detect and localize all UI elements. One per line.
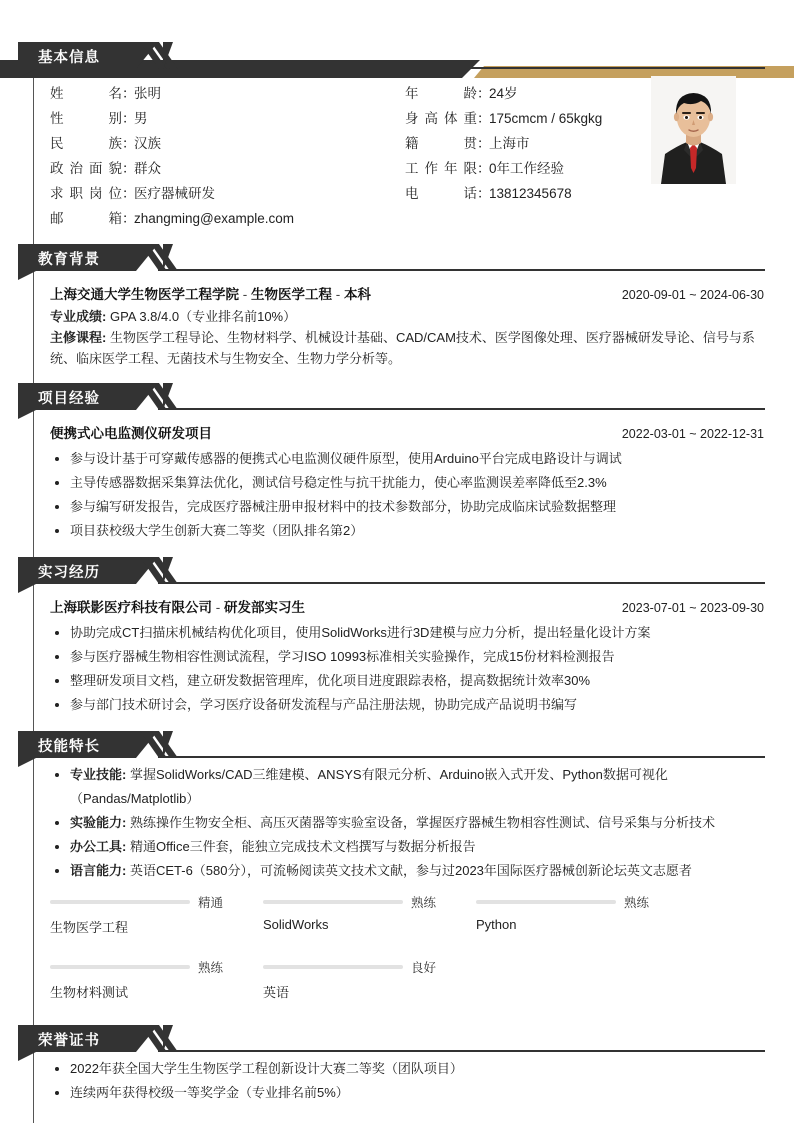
info-colon: ： (122, 211, 136, 226)
project-entry-header (50, 415, 764, 445)
info-label: 姓名 (50, 86, 122, 101)
section-rule (158, 756, 765, 758)
info-label: 民族 (50, 136, 122, 151)
info-value-ethnicity: 汉族 (134, 136, 161, 151)
info-label: 邮箱 (50, 211, 122, 226)
skill-level-label: 熟练 (411, 896, 437, 910)
list-item: 参与医疗器械生物相容性测试流程，学习ISO 10993标准相关实验操作，完成15份材料检测报告 (50, 645, 764, 669)
skill-bar-item (476, 893, 689, 936)
info-row (50, 82, 405, 107)
list-item: 参与部门技术研讨会，学习医疗设备研发流程与产品注册法规，协助完成产品说明书编写 (50, 693, 764, 717)
info-colon: ： (122, 161, 136, 176)
section-title-internship: 实习经历 (38, 565, 100, 581)
section-rule (158, 582, 765, 584)
info-row (50, 182, 405, 207)
section-rule (158, 1050, 765, 1052)
section-rule (158, 269, 765, 271)
section-body-education (0, 276, 794, 369)
separator: - (332, 287, 344, 302)
section-header-honors (18, 1025, 794, 1055)
info-row (50, 107, 405, 132)
info-label: 电话 (405, 186, 477, 201)
education-courses-line (50, 327, 764, 369)
info-colon: ： (477, 86, 491, 101)
info-label: 年龄 (405, 86, 477, 101)
section-header-project (18, 383, 794, 413)
info-value-gender: 男 (134, 111, 148, 126)
list-item: 参与设计基于可穿戴传感器的便携式心电监测仪硬件原型，使用Arduino平台完成电路设计与调试 (50, 447, 764, 471)
portrait-photo-illustration (651, 76, 736, 184)
list-item: 主导传感器数据采集算法优化，测试信号稳定性与抗干扰能力，使心率监测误差率降低至2.3% (50, 471, 764, 495)
list-item: 2022年获全国大学生生物医学工程创新设计大赛二等奖（团队项目） (50, 1057, 764, 1081)
basic-info-right-column (405, 82, 660, 232)
section-project (0, 383, 794, 543)
skill-bar-row (476, 893, 689, 911)
list-item: 协助完成CT扫描床机械结构优化项目，使用SolidWorks进行3D建模与应力分析，提出轻量化设计方案 (50, 621, 764, 645)
section-title-skills: 技能特长 (38, 739, 100, 755)
skill-bar-item (50, 958, 263, 1001)
skill-bullet-text: 英语CET-6（580分），可流畅阅读英文技术文献，参与过2023年国际医疗器械创新论坛英文志愿者 (126, 863, 692, 878)
info-colon: ： (122, 186, 136, 201)
section-header-education (18, 244, 794, 274)
internship-date-range: 2023-07-01 ~ 2023-09-30 (621, 601, 764, 615)
skill-bar-grid (50, 883, 764, 1023)
section-title-basic: 基本信息 (38, 50, 100, 66)
project-date-range: 2022-03-01 ~ 2022-12-31 (621, 427, 764, 441)
internship-bullet-list (50, 621, 764, 717)
info-value-hometown: 上海市 (489, 136, 530, 151)
info-row (50, 207, 405, 232)
resume-page (0, 42, 794, 1123)
education-courses-label: 主修课程: (50, 330, 107, 345)
info-label: 性别 (50, 111, 122, 126)
skill-bar-row (50, 958, 263, 976)
info-label: 籍贯 (405, 136, 477, 151)
separator: - (239, 287, 251, 302)
info-row (405, 107, 660, 132)
section-title-project: 项目经验 (38, 391, 100, 407)
skill-bullet-label: 办公工具: (70, 839, 127, 854)
internship-title (50, 596, 305, 616)
info-row (50, 157, 405, 182)
section-skills (0, 731, 794, 1023)
info-colon: ： (122, 136, 136, 151)
education-gpa-line (50, 306, 764, 327)
info-row (50, 132, 405, 157)
info-row (405, 182, 660, 207)
skill-bullet-label: 语言能力: (70, 863, 127, 878)
section-body-honors (0, 1057, 794, 1105)
info-value-work-years: 0年工作经验 (489, 161, 565, 176)
skill-name-label: 生物医学工程 (50, 920, 129, 935)
skill-bullet-label: 实验能力: (70, 815, 127, 830)
list-item (50, 811, 764, 835)
skill-level-track (50, 965, 190, 969)
list-item: 整理研发项目文档，建立研发数据管理库，优化项目进度跟踪表格，提高数据统计效率30% (50, 669, 764, 693)
info-row (405, 157, 660, 182)
section-body-skills (0, 763, 794, 1023)
separator: - (212, 600, 224, 615)
list-item: 参与编写研发报告，完成医疗器械注册申报材料中的技术参数部分，协助完成临床试验数据整理 (50, 495, 764, 519)
list-item (50, 859, 764, 883)
section-honors (0, 1025, 794, 1105)
education-entry-title (50, 283, 371, 303)
skill-bullet-text: 精通Office三件套，能独立完成技术文档撰写与数据分析报告 (126, 839, 476, 854)
skill-name-label: Python (476, 917, 517, 932)
internship-company: 上海联影医疗科技有限公司 (50, 600, 212, 615)
list-item: 连续两年获得校级一等奖学金（专业排名前5%） (50, 1081, 764, 1105)
info-label: 政治面貌 (50, 161, 122, 176)
education-major: 生物医学工程 (251, 287, 332, 302)
info-value-height-weight: 175cmcm / 65kgkg (489, 111, 603, 126)
skill-bullet-text: 掌握SolidWorks/CAD三维建模、ANSYS有限元分析、Arduino嵌入式开发、Python数据可视化（Pandas/Matplotlib） (70, 767, 668, 806)
skill-bullet-text: 熟练操作生物安全柜、高压灭菌器等实验室设备，掌握医疗器械生物相容性测试、信号采集与分析技术 (126, 815, 715, 830)
info-value-political: 群众 (134, 161, 161, 176)
basic-info-grid (50, 74, 764, 232)
skill-level-track (50, 900, 190, 904)
info-value-age: 24岁 (489, 86, 518, 101)
section-basic-info (0, 42, 794, 232)
avatar (651, 76, 736, 184)
list-item: 项目获校级大学生创新大赛二等奖（团队排名第2） (50, 519, 764, 543)
skill-level-label: 良好 (411, 961, 437, 975)
info-colon: ： (477, 111, 491, 126)
skill-level-label: 精通 (198, 896, 224, 910)
education-degree: 本科 (344, 287, 371, 302)
info-value-email: zhangming@example.com (134, 211, 295, 226)
skill-name-label: SolidWorks (263, 917, 329, 932)
education-gpa-value: GPA 3.8/4.0（专业排名前10%） (106, 309, 297, 324)
honors-bullet-list (50, 1057, 764, 1105)
education-courses-value: 生物医学工程导论、生物材料学、机械设计基础、CAD/CAM技术、医学图像处理、医疗器械研发导论、信号与系统、临床医学工程、无菌技术与生物安全、生物力学分析等。 (50, 330, 755, 366)
section-rule (158, 408, 765, 410)
list-item (50, 763, 764, 811)
section-body-project (0, 415, 794, 543)
skill-bar-row (263, 893, 476, 911)
education-school: 上海交通大学生物医学工程学院 (50, 287, 239, 302)
info-colon: ： (122, 111, 136, 126)
skills-bullet-list (50, 763, 764, 883)
info-value-position: 医疗器械研发 (134, 186, 215, 201)
skill-bar-item (50, 893, 263, 936)
info-row (405, 82, 660, 107)
info-label: 身高体重 (405, 111, 477, 126)
info-label: 求职岗位 (50, 186, 122, 201)
section-internship (0, 557, 794, 717)
section-rule (158, 67, 765, 69)
skill-bullet-label: 专业技能: (70, 767, 127, 782)
internship-role: 研发部实习生 (224, 600, 305, 615)
education-entry-header (50, 276, 764, 306)
list-item (50, 835, 764, 859)
info-colon: ： (122, 86, 136, 101)
section-body-basic (0, 74, 794, 232)
info-colon: ： (477, 161, 491, 176)
skill-bar-row (263, 958, 476, 976)
section-title-honors: 荣誉证书 (38, 1033, 100, 1049)
skill-level-label: 熟练 (198, 961, 224, 975)
skill-level-track (263, 900, 403, 904)
skill-level-track (263, 965, 403, 969)
skill-bar-item (263, 958, 476, 1001)
section-header-internship (18, 557, 794, 587)
skill-name-label: 英语 (263, 985, 290, 1000)
section-header-basic (18, 42, 794, 72)
internship-entry-header (50, 589, 764, 619)
skill-level-label: 熟练 (624, 896, 650, 910)
section-body-internship (0, 589, 794, 717)
info-value-name: 张明 (134, 86, 161, 101)
skill-level-track (476, 900, 616, 904)
education-gpa-label: 专业成绩: (50, 309, 107, 324)
project-title: 便携式心电监测仪研发项目 (50, 426, 212, 441)
section-title-education: 教育背景 (38, 252, 100, 268)
info-colon: ： (477, 186, 491, 201)
section-header-skills (18, 731, 794, 761)
education-date-range: 2020-09-01 ~ 2024-06-30 (621, 288, 764, 302)
project-bullet-list (50, 447, 764, 543)
skill-name-label: 生物材料测试 (50, 985, 129, 1000)
info-colon: ： (477, 136, 491, 151)
info-value-phone: 13812345678 (489, 186, 572, 201)
basic-info-left-column (50, 82, 405, 232)
info-label: 工作年限 (405, 161, 477, 176)
skill-bar-row (50, 893, 263, 911)
info-row (405, 132, 660, 157)
section-education (0, 244, 794, 369)
skill-bar-item (263, 893, 476, 936)
